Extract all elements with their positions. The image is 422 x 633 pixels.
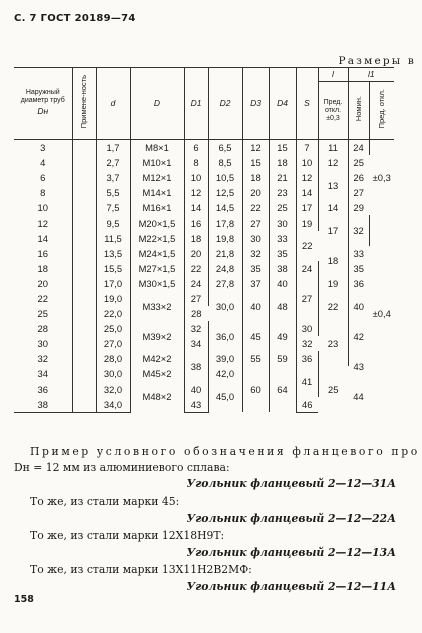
header-D2: D2: [208, 68, 242, 140]
header-D4: D4: [269, 68, 296, 140]
table-row: [14, 246, 394, 261]
table-cell: 17,8: [208, 215, 242, 230]
table-cell: 32: [348, 215, 369, 245]
table-cell: 38: [269, 261, 296, 276]
table-cell: 4: [14, 155, 72, 170]
table-cell: 3: [14, 140, 72, 156]
table-cell: 10: [296, 155, 318, 170]
variant-4-label: То же, из стали марки 13Х11Н2В2МФ:: [30, 563, 252, 576]
table-cell: 39,0: [208, 351, 242, 366]
table-cell: M20×1,5: [130, 215, 184, 230]
table-cell: 15,5: [96, 261, 130, 276]
table-cell: 8: [184, 155, 208, 170]
table-cell: 22: [184, 261, 208, 276]
table-cell: 22,0: [96, 306, 130, 321]
example-intro-2: Dн = 12 мм из алюминиевого сплава:: [14, 461, 230, 474]
table-cell: 35: [269, 246, 296, 261]
table-cell: 29: [353, 202, 364, 214]
designation-1: Угольник фланцевый 2—12—31А: [186, 477, 396, 490]
table-cell: 36: [353, 277, 364, 289]
table-cell: M22×1,5: [130, 231, 184, 246]
table-cell: 16: [14, 246, 72, 261]
table-cell: [72, 231, 96, 246]
table-row: [14, 291, 394, 306]
example-intro: Пример условного обозначения фланцевого про: [30, 445, 420, 458]
table-cell: M42×2: [130, 351, 184, 366]
table-cell: 14: [296, 185, 318, 200]
table-cell: 3,7: [96, 170, 130, 185]
table-cell: 27: [242, 215, 269, 230]
table-cell: 36: [296, 351, 318, 366]
table-cell: 12: [242, 140, 269, 156]
table-cell: 38: [184, 351, 208, 381]
table-cell: [72, 382, 96, 397]
table-cell: 24,8: [208, 261, 242, 276]
table-cell: 15: [242, 155, 269, 170]
tolerance-03: ±0,3: [372, 172, 391, 184]
page-header: С. 7 ГОСТ 20189—74: [14, 13, 136, 24]
sizes-caption: Размеры в: [338, 55, 416, 67]
table-cell: 49: [269, 321, 296, 351]
table-cell: M33×2: [130, 291, 184, 321]
table-cell: [72, 306, 96, 321]
header-pred-otkl-1: Пред. откл. ±0,3: [318, 82, 348, 140]
table-cell: [72, 246, 96, 261]
table-cell: [72, 215, 96, 230]
header-D3: D3: [242, 68, 269, 140]
table-cell: M14×1: [130, 185, 184, 200]
tolerance-04: ±0,4: [372, 308, 391, 320]
table-cell: 64: [269, 366, 296, 412]
table-cell: 46: [296, 397, 318, 413]
table-cell: 32: [14, 351, 72, 366]
table-cell: 30: [242, 231, 269, 246]
table-cell: 12: [318, 155, 348, 170]
designation-4: Угольник фланцевый 2—12—11А: [186, 580, 396, 593]
table-cell: 16: [184, 215, 208, 230]
table-cell: 24: [184, 276, 208, 291]
table-cell: 12: [184, 185, 208, 200]
table-cell: 8,5: [208, 155, 242, 170]
table-cell: [72, 291, 96, 306]
table-cell: 25,0: [96, 321, 130, 336]
table-cell: 10: [184, 170, 208, 185]
table-cell: 19,8: [208, 231, 242, 246]
table-cell: M27×1,5: [130, 261, 184, 276]
table-cell: 6,5: [208, 140, 242, 156]
table-cell: 22: [318, 291, 348, 321]
table-cell: 18: [184, 231, 208, 246]
table-cell: 38: [14, 397, 72, 413]
table-cell: 33: [269, 231, 296, 246]
table-cell: 25: [14, 306, 72, 321]
table-cell: 12: [296, 170, 318, 185]
table-cell: 20: [184, 246, 208, 261]
table-cell: 40: [242, 291, 269, 321]
table-cell: [72, 170, 96, 185]
designation-2: Угольник фланцевый 2—12—22А: [186, 512, 396, 525]
table-cell: [72, 397, 96, 413]
table-cell: 23: [318, 321, 348, 366]
table-cell: 17: [318, 215, 348, 245]
table-cell: 12: [14, 215, 72, 230]
header-D1: D1: [184, 68, 208, 140]
header-S: S: [296, 68, 318, 140]
header-d: d: [96, 68, 130, 140]
designation-3: Угольник фланцевый 2—12—13А: [186, 546, 396, 559]
table-cell: 44: [353, 391, 364, 403]
table-cell: 5,5: [96, 185, 130, 200]
table-cell: 36: [14, 382, 72, 397]
table-cell: 25: [269, 200, 296, 215]
table-cell: 11: [318, 140, 348, 156]
table-cell: 20: [14, 276, 72, 291]
table-cell: 43: [353, 360, 364, 372]
table-cell: 19: [296, 215, 318, 230]
table-cell: 18: [242, 170, 269, 185]
table-cell: 18: [14, 261, 72, 276]
table-row: [14, 155, 394, 170]
table-cell: 30: [269, 215, 296, 230]
table-cell: 42: [353, 330, 364, 342]
header-outer-diameter: Наружный диаметр труб Dн: [14, 68, 72, 140]
table-cell: 36,0: [208, 321, 242, 351]
table-cell: 28: [14, 321, 72, 336]
table-cell: 28: [191, 308, 202, 320]
table-row: [14, 215, 394, 230]
table-cell: 14: [318, 200, 348, 215]
table-cell: 7,5: [96, 200, 130, 215]
table-cell: 23: [269, 185, 296, 200]
table-cell: [72, 276, 96, 291]
table-cell: 40: [184, 382, 208, 397]
table-cell: 14: [184, 200, 208, 215]
table-cell: 55: [242, 351, 269, 366]
table-cell: 24: [296, 261, 318, 276]
table-cell: [72, 185, 96, 200]
table-cell: M45×2: [130, 366, 184, 381]
table-cell: [72, 155, 96, 170]
header-l: l: [318, 68, 348, 82]
table-cell: 14,5: [208, 200, 242, 215]
table-cell: 11,5: [96, 231, 130, 246]
table-cell: 6: [14, 170, 72, 185]
table-cell: 27: [296, 276, 318, 321]
table-cell: 22: [14, 291, 72, 306]
table-cell: M10×1: [130, 155, 184, 170]
table-cell: 25: [353, 157, 364, 169]
table-cell: 13: [318, 170, 348, 200]
table-cell: 1,7: [96, 140, 130, 156]
table-cell: 8: [14, 185, 72, 200]
table-row: [14, 200, 394, 215]
header-nom: Номин.: [348, 82, 369, 140]
table-cell: 30: [14, 336, 72, 351]
table-cell: 22: [242, 200, 269, 215]
table-cell: 25: [328, 383, 339, 395]
table-cell: 17: [296, 200, 318, 215]
table-cell: 34,0: [96, 397, 130, 413]
variant-3-label: То же, из стали марки 12Х18Н9Т:: [30, 529, 225, 542]
table-cell: 59: [269, 351, 296, 366]
table-cell: 6: [184, 140, 208, 156]
table-cell: M12×1: [130, 170, 184, 185]
table-cell: M24×1,5: [130, 246, 184, 261]
table-cell: 26: [353, 172, 364, 184]
table-cell: 18: [318, 246, 348, 276]
table-cell: 32,0: [96, 382, 130, 397]
table-cell: 10,5: [208, 170, 242, 185]
table-cell: 27,0: [96, 336, 130, 351]
table-cell: 40: [353, 300, 364, 312]
table-cell: M48×2: [130, 382, 184, 413]
table-cell: 35: [242, 261, 269, 276]
table-cell: 22: [302, 240, 313, 252]
variant-2-label: То же, из стали марки 45:: [30, 495, 180, 508]
table-cell: 45: [242, 321, 269, 351]
table-row: [14, 140, 394, 156]
table-cell: 30: [296, 321, 318, 336]
table-cell: 7: [296, 140, 318, 156]
table-cell: 43: [184, 397, 208, 413]
table-cell: 21,8: [208, 246, 242, 261]
table-cell: 34: [14, 366, 72, 381]
table-cell: [72, 261, 96, 276]
table-cell: 48: [269, 291, 296, 321]
table-cell: 27: [353, 187, 364, 199]
table-cell: [72, 351, 96, 366]
table-cell: 10: [14, 200, 72, 215]
table-cell: 41: [296, 366, 318, 396]
table-cell: 40: [269, 276, 296, 291]
page-number: 158: [14, 594, 34, 605]
table-cell: 27,8: [208, 276, 242, 291]
header-applicability: Примене-ность: [72, 68, 96, 140]
table-cell: 9,5: [96, 215, 130, 230]
table-cell: 37: [242, 276, 269, 291]
table-row: [14, 321, 394, 336]
table-cell: 42,0: [208, 366, 242, 381]
table-cell: [72, 140, 96, 156]
table-cell: 2,7: [96, 155, 130, 170]
table-cell: 32: [184, 321, 208, 336]
header-l1: l1: [348, 68, 394, 82]
table-cell: 45,0: [208, 382, 242, 413]
table-cell: 60: [242, 366, 269, 412]
table-row: [14, 276, 394, 291]
table-cell: 12,5: [208, 185, 242, 200]
table-cell: M16×1: [130, 200, 184, 215]
table-cell: 20: [242, 185, 269, 200]
table-cell: [72, 336, 96, 351]
table-cell: 32: [242, 246, 269, 261]
table-row: [14, 170, 394, 185]
table-cell: 19,0: [96, 291, 130, 306]
table-cell: M8×1: [130, 140, 184, 156]
table-cell: 21: [269, 170, 296, 185]
table-cell: 32: [302, 338, 313, 350]
table-cell: [72, 321, 96, 336]
table-cell: 24: [348, 140, 369, 156]
dimensions-table: [14, 67, 394, 413]
table-cell: 28,0: [96, 351, 130, 366]
table-cell: 18: [269, 155, 296, 170]
table-cell: [72, 200, 96, 215]
header-D: D: [130, 68, 184, 140]
table-cell: 34: [184, 336, 208, 351]
table-cell: 19: [318, 276, 348, 291]
table-cell: 14: [14, 231, 72, 246]
header-pred-otkl-2: Пред. откл.: [369, 82, 394, 140]
table-cell: 30,0: [96, 366, 130, 381]
table-cell: 17,0: [96, 276, 130, 291]
table-cell: 30,0: [208, 291, 242, 321]
table-cell: M30×1,5: [130, 276, 184, 291]
table-cell: 33: [353, 247, 364, 259]
table-cell: 15: [269, 140, 296, 156]
table-cell: 27: [184, 291, 208, 306]
table-cell: 35: [353, 262, 364, 274]
table-cell: 13,5: [96, 246, 130, 261]
table-cell: M39×2: [130, 321, 184, 351]
table-cell: [72, 366, 96, 381]
